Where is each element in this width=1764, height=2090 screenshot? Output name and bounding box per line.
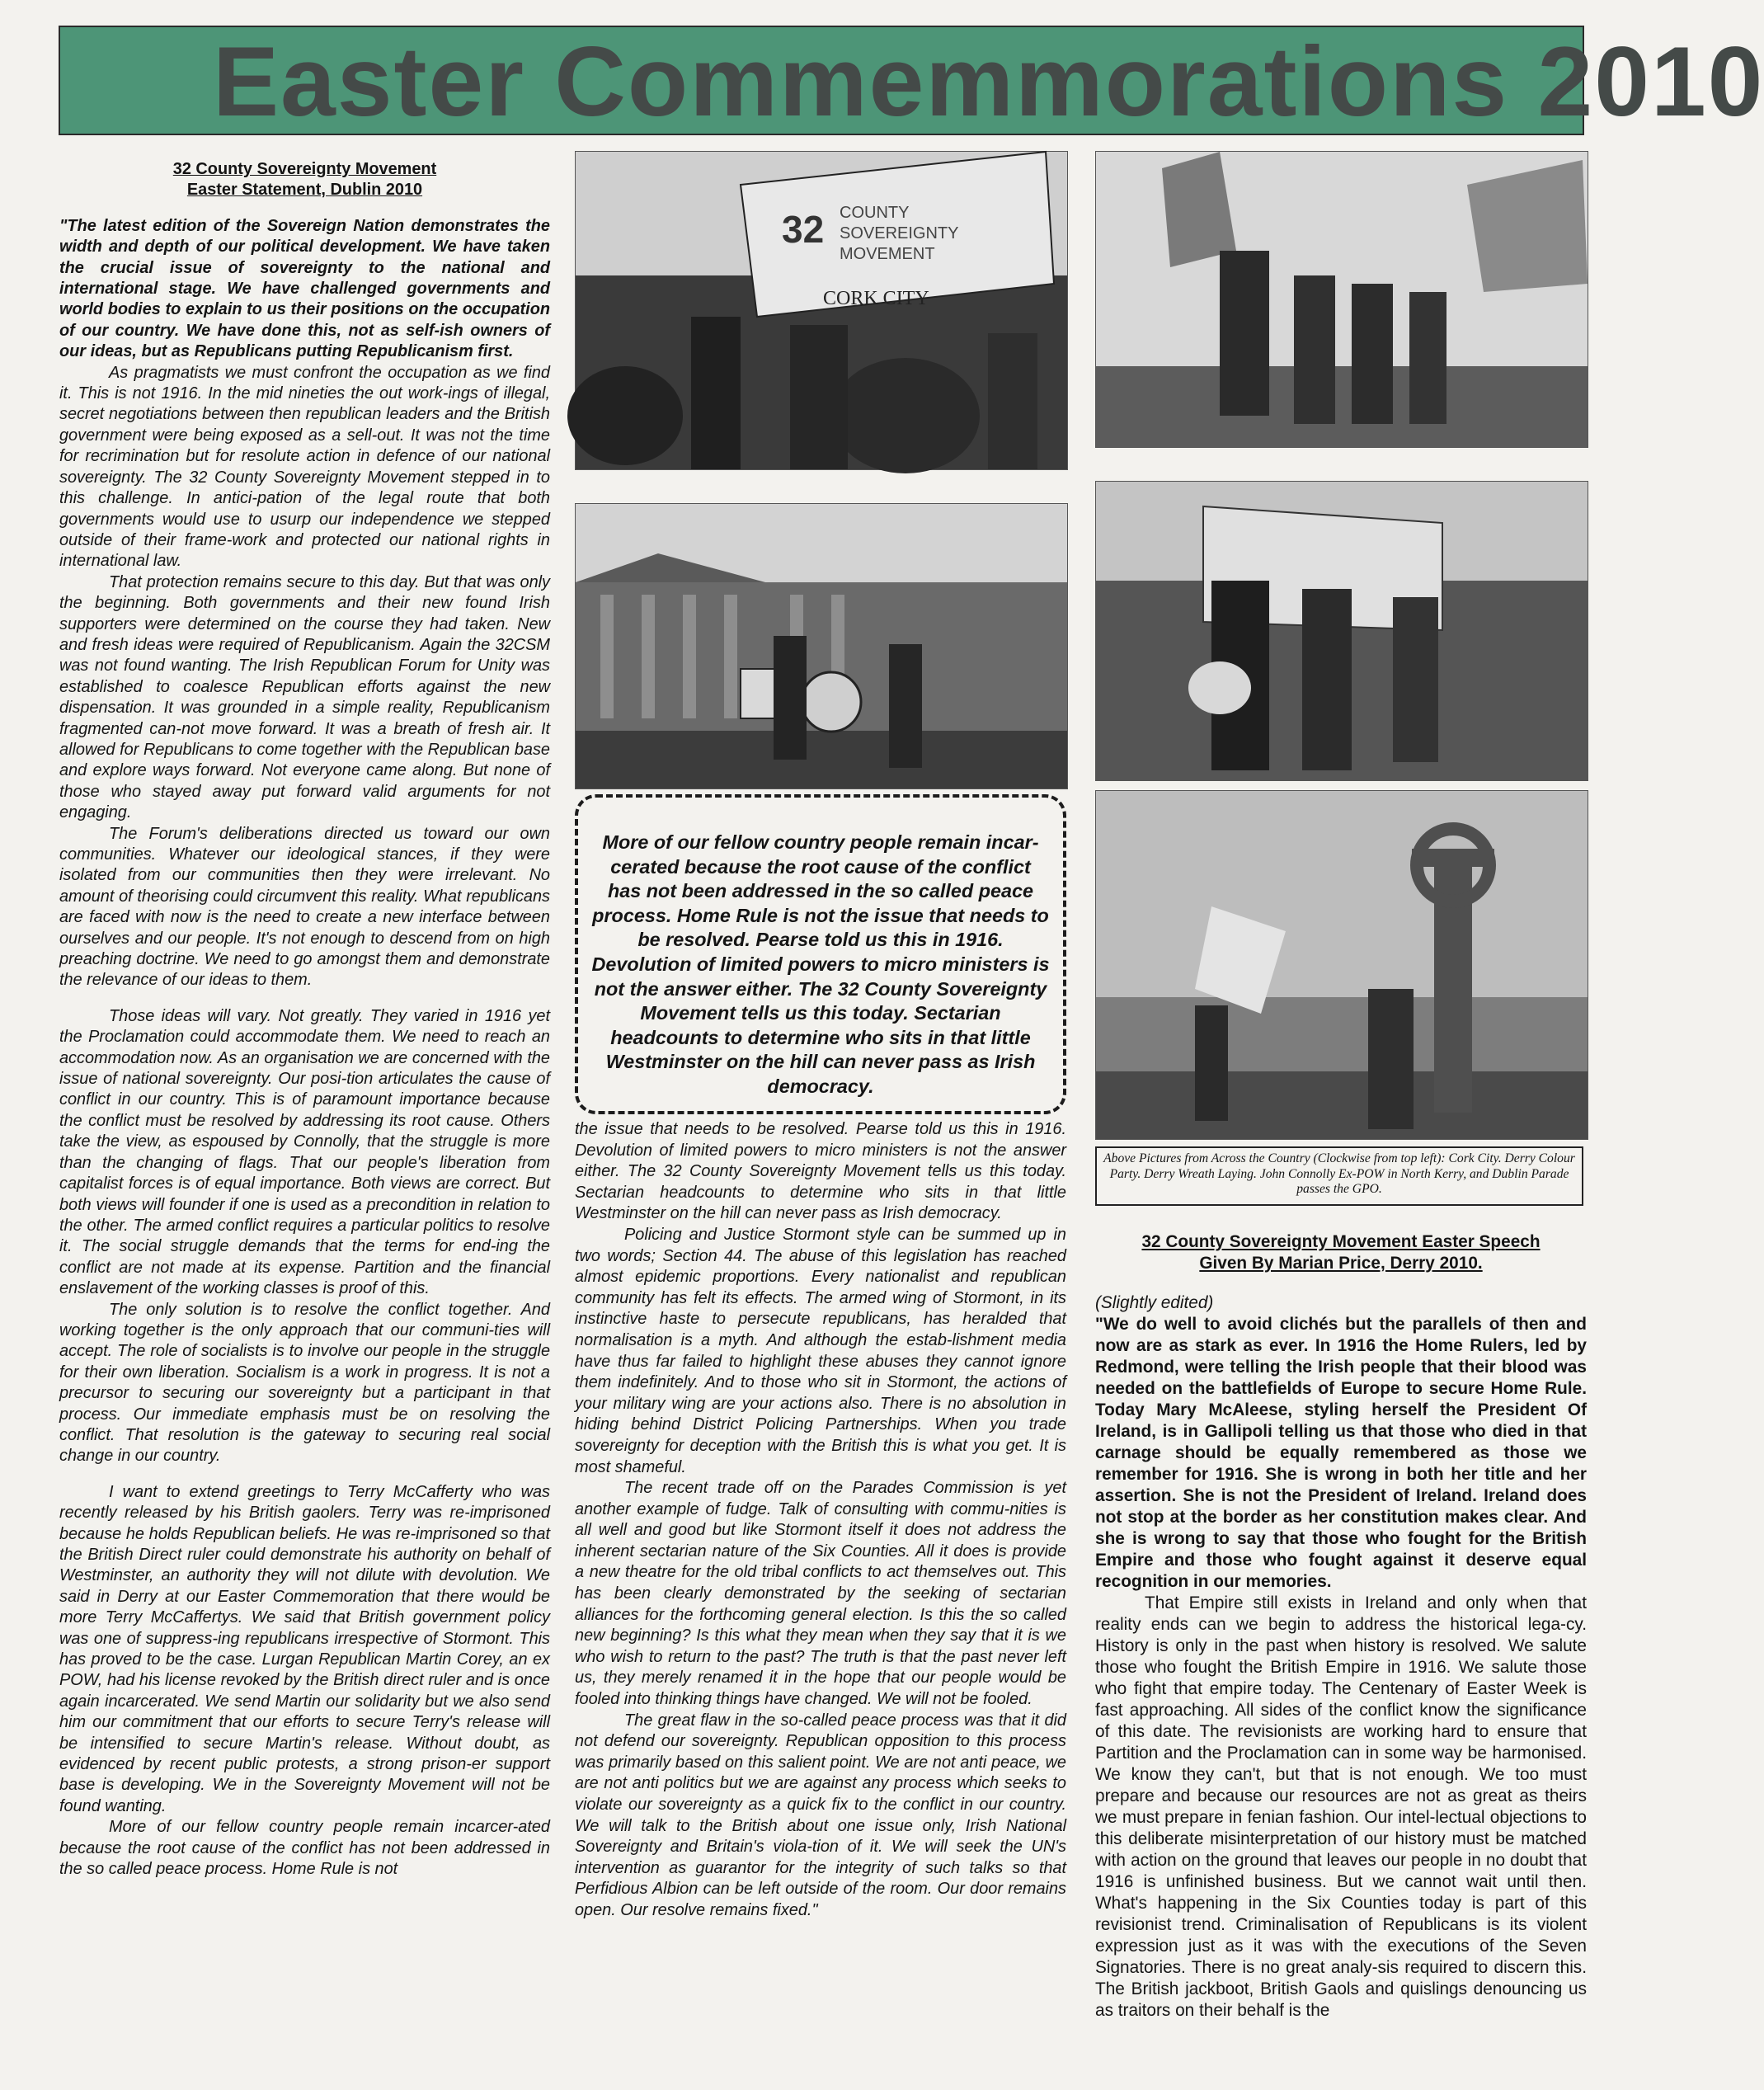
spacer — [59, 991, 550, 1006]
paragraph: As pragmatists we must confront the occupation as we find it. This is not 1916. In the mid nineties the out work-ings of illegal, secret negotiations between then republican leaders and the British government were being exposed as a sell-out. It was not the time for recrimination but for resolute action in defence of our national sovereignty. The 32 County Sovereignty Movement stepped in to this challenge. In antici-pation of the legal route that both governments would use to usurp our independence we stepped outside of their frame-work and protected our national rights in international law. — [59, 363, 550, 571]
banner-number-text: 32 — [782, 208, 825, 251]
photo-derry-wreath-laying — [1095, 481, 1588, 781]
spacer — [59, 201, 550, 216]
spacer — [59, 1467, 550, 1482]
article-easter-statement — [59, 159, 550, 1881]
paragraph: The only solution is to resolve the conflict together. And working together is the only approach that our communi-ties will accept. The role of socialists is to involve our people in the struggle for their own liberation. Socialism is a work in progress. It is not a precursor to securing our sovereignty but a participant in that process. Our immediate emphasis must be on resolving the conflict. That resolution is the gateway to securing real social change in our country. — [59, 1300, 550, 1466]
article-heading-line1: 32 County Sovereignty Movement — [172, 160, 437, 178]
article-lead: "We do well to avoid clichés but the parallels of then and now are as stark as ever. In 1916 the Home Rulers, led by Redmond, were telling the Irish people that their blood was needed on the battlefields of Europe to secure Home Rule. Today Mary McAleese, styling herself the President Of Ireland, is in Gallipoli telling us that those who died in that carnage should be equally remembered as those we remember for 1916. She is wrong in both her title and her assertion. She is not the President of Ireland. Ireland does not stop at the border as her constitution makes clear. And she is wrong to say that those who fought for the British Empire and those who fought against it deserve equal recognition in our memories. — [1095, 1315, 1587, 1591]
photo-caption: Above Pictures from Across the Country (Clockwise from top left): Cork City. Derry Colour Party. Derry Wreath Laying. John Connolly Ex-POW in North Kerry, and Dublin Parade passes the GPO. — [1095, 1146, 1583, 1206]
photo-north-kerry — [1095, 790, 1588, 1140]
paragraph: The recent trade off on the Parades Commission is yet another example of fudge. Talk of consulting with commu-nities is all well and good but like Stormont itself it does not address the inherent sectarian nature of the Six Counties. All it does is provide a new theatre for the old tribal conflicts to act themselves out. This has been clearly demonstrated by the seeking of sectarian alliances for the forthcoming general election. Is this the so called new beginning? Is this what they mean when they say that it is we who wish to return to the past? The truth is that the past never left us, they merely renamed it in the hope that our people would be fooled into thinking things have changed. We will not be fooled. — [575, 1479, 1066, 1709]
photo-cork-city-image — [576, 152, 1067, 469]
paragraph: The great flaw in the so-called peace process was that it did not defend our sovereignty. Republican opposition to this process was primarily based on this salient point. We are not anti peace, we are not anti politics but we are against any process which seeks to violate our sovereignty as a quick fix to the conflict in our country. We will talk to the British about one issue only, Irish National Sovereignty and Britain's viola-tion of it. We will seek the UN's intervention as guarantor for the integrity of such talks so that Perfidious Albion can be left outside of the room. Our door remains open. Our resolve remains fixed." — [575, 1711, 1066, 1919]
banner-city-text: CORK CITY — [823, 288, 929, 309]
photo-north-kerry-image — [1096, 791, 1588, 1139]
photo-dublin-gpo — [575, 503, 1068, 789]
photo-derry-wreath-laying-image — [1096, 482, 1588, 780]
photo-dublin-gpo-image — [576, 504, 1067, 788]
article-heading-line1: 32 County Sovereignty Movement Easter Speech — [1141, 1232, 1541, 1251]
banner-line1-text: COUNTY — [840, 204, 910, 222]
photo-cork-city — [575, 151, 1068, 470]
photo-derry-colour-party-image — [1096, 152, 1588, 447]
paragraph: That Empire still exists in Ireland and only when that reality ends can we begin to address the historical lega-cy. History is only in the past when history is resolved. We salute those who fought the British Empire in 1916. We salute those who fight that empire today. The Centenary of Easter Week is fast approaching. All sides of the conflict know the significance of this date. The revisionists are working hard to ensure that Partition and the Proclamation can in some way be harmonised. We know they can't, but that is not enough. We too must prepare and because our resources are not as great as theirs we must prepare in fenian fashion. Our intel-lectual objections to this deliberate misinterpretation of our history must be matched with action on the ground that leaves our people in no doubt that 1916 is unfinished business. But we cannot wait until then. What's happening in the Six Counties today is part of this revisionist trend. Criminalisation of Republicans is its violent expression just as it was with the executions of the Seven Signatories. There is no great analy-sis required to discern this. The British jackboot, British Gaols and quislings denouncing us as traitors on their behalf is the — [1095, 1593, 1587, 2020]
paragraph: Policing and Justice Stormont style can be summed up in two words; Section 44. The abuse of this legislation has reached almost epidemic proportions. Every nationalist and republican community has felt its effects. The armed wing of Stormont, in its instinctive haste to persecute republicans, has heralded that normalisation is a myth. And although the estab-lishment media have thus far failed to highlight these abuses they cannot ignore them indefinitely. And to those who sit in Stormont, the actions of your military wing are your actions also. There is no absolution in hiding behind District Policing Partnerships. When you trade sovereignty for deception with the British this is what you get. It is most shameful. — [575, 1225, 1066, 1476]
article-easter-statement-continued — [575, 1119, 1066, 1922]
title-banner — [59, 26, 1764, 137]
photo-derry-colour-party — [1095, 151, 1588, 448]
article-easter-speech — [1095, 1231, 1587, 2022]
article-heading-line2: Given By Marian Price, Derry 2010. — [1199, 1254, 1483, 1273]
page-title: Easter Commemmorations 2010 — [213, 26, 1764, 137]
spacer — [1095, 1274, 1587, 1292]
article-heading-line2: Easter Statement, Dublin 2010 — [186, 181, 423, 200]
paragraph: the issue that needs to be resolved. Pearse told us this in 1916. Devolution of limited powers to micro ministers is not the answer either. The 32 County Sovereignty Movement tells us this today. Sectarian headcounts to determine who sits in that little Westminster on the hill can never pass as Irish democracy. — [575, 1120, 1066, 1223]
paragraph: More of our fellow country people remain incarcer-ated because the root cause of the conflict has not been addressed in the so called peace process. Home Rule is not — [59, 1818, 550, 1879]
pull-quote: More of our fellow country people remain incar-cerated because the root cause of the conflict has not been addressed in the so called peace process. Home Rule is not the issue that needs to be resolved. Pearse told us this in 1916. Devolution of limited powers to micro ministers is not the answer either. The 32 County Sovereignty Movement tells us this today. Sectarian headcounts to determine who sits in that little Westminster on the hill can never pass as Irish democracy. — [575, 794, 1066, 1114]
paragraph: Those ideas will vary. Not greatly. They varied in 1916 yet the Proclamation could accommodate them. We need to reach an accommodation now. As an organisation we are concerned with the issue of national sovereignty. Our posi-tion articulates the cause of conflict in our country. This is of paramount importance because the conflict must be resolved by addressing its root cause. Others take the view, as espoused by Connolly, that the struggle is more than the changing of flags. That our people's liberation from capitalist forces is of equal importance. Both views are correct. But both views will founder if one is used as a precondition in relation to the other. The armed conflict requires a particular politics to resolve it. The social struggle demands that the terms for end-ing the conflict are not made at its expense. Partition and the financial enslavement of the working classes is proof of this. — [59, 1006, 550, 1298]
article-lead: "The latest edition of the Sovereign Nation demonstrates the width and depth of our political development. We have taken the crucial issue of sovereignty to the national and international stage. We have challenged governments and world bodies to explain to us their positions on the occupation of our country. We have done this, not as self-ish owners of our ideas, but as Republicans putting Republicanism first. — [59, 216, 550, 361]
banner-line2-text: SOVEREIGNTY — [840, 224, 959, 242]
paragraph: The Forum's deliberations directed us toward our own communities. Whatever our ideological stances, if they were isolated from our communities then they were irrelevant. No amount of theorising could circumvent this reality. What republicans are faced with now is the need to create a new interface between ourselves and our people. It's not enough to descend from on high preaching doctrine. We need to go amongst them and demonstrate the relevance of our ideas to them. — [59, 824, 550, 990]
paragraph: That protection remains secure to this day. But that was only the beginning. Both governments and their new found Irish supporters were determined on the course they had taken. New and fresh ideas were required of Republicanism. Again the 32CSM was not found wanting. The Irish Republican Forum for Unity was established to coalesce Republican efforts against the new dispensation. It was grounded in a simple reality, Republicanism fragmented can-not move forward. It was a breath of fresh air. It allowed for Republicans to come together with the Republican base and explore ways forward. Not everyone came along. But none of those who stayed away put forward valid arguments for not engaging. — [59, 572, 550, 822]
edit-note: (Slightly edited) — [1095, 1293, 1214, 1312]
banner-line3-text: MOVEMENT — [840, 245, 935, 263]
paragraph: I want to extend greetings to Terry McCafferty who was recently released by his British gaolers. Terry was re-imprisoned because he holds Republican beliefs. He was re-imprisoned so that the British Direct ruler could demonstrate his authority on behalf of Westminster, an authority they will not dilute with devolution. We said in Derry at our Easter Commemoration that there would be more Terry McCaffertys. We said that British government policy was one of suppress-ing republicans irrespective of Stormont. This has proved to be the case. Lurgan Republican Martin Corey, an ex POW, had his license revoked by the British direct ruler and is once again incarcerated. We send Martin our solidarity but we also send him our commitment that our efforts to secure Terry's release will be intensified to secure Martin's release. Without doubt, as evidenced by recent public protests, a strong prison-er support base is developing. We in the Sovereignty Movement will not be found wanting. — [59, 1482, 550, 1815]
